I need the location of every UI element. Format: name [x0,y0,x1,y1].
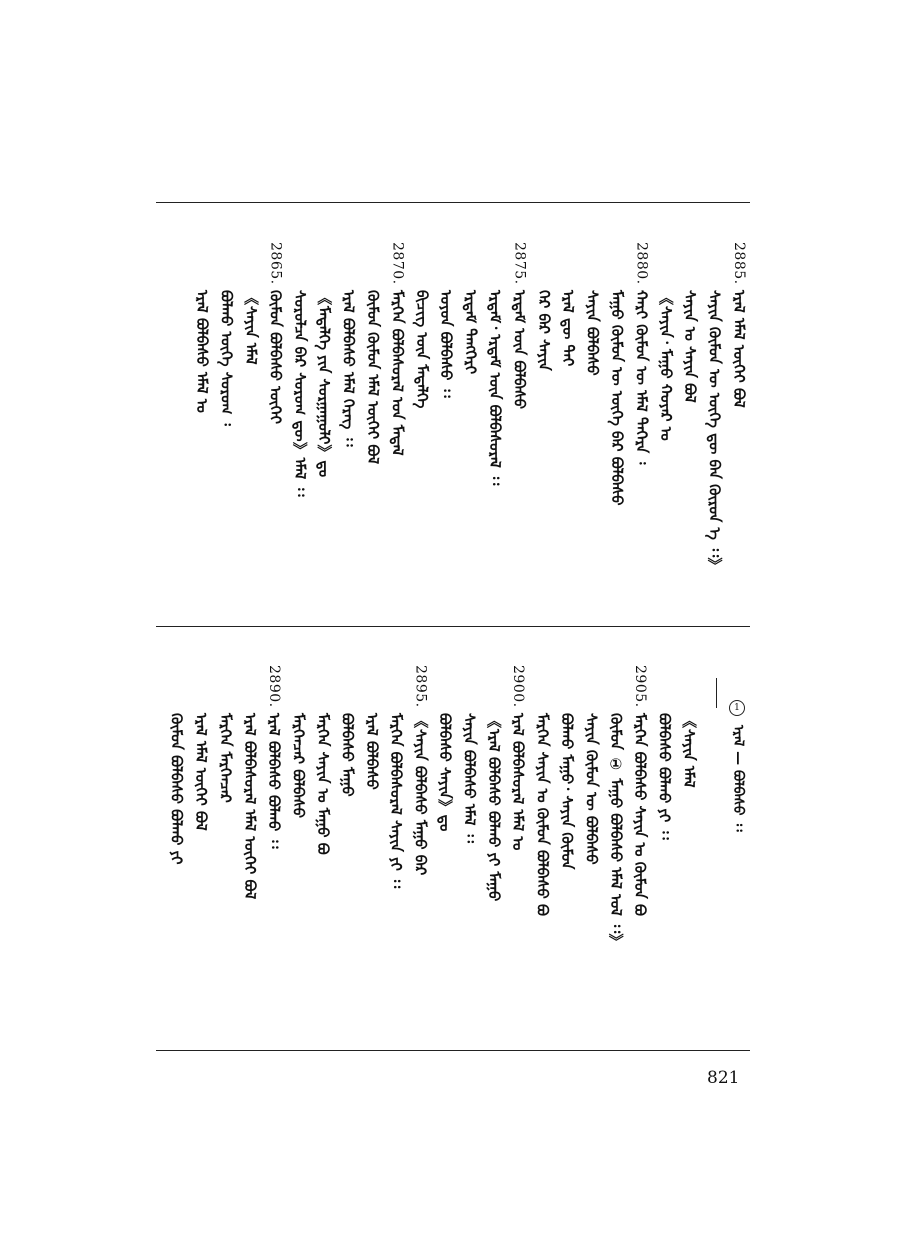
verse-number: 2885. [731,242,747,285]
verse-line [704,242,726,582]
verse-line [240,242,262,582]
verse-text: ᠭᠡᠷ ᠪᠠᠷ ᠰᠠᠶᠢᠨ [534,290,553,371]
verse-text: ᠮᠡᠷᠭᠡᠨ ᠪᠣᠯᠪᠠᠰᠤᠷᠠᠯ ᠰᠠᠶᠢᠨ ᠶᠢ ᠄᠄ [387,713,406,889]
verse-text: ᠡᠷᠳᠡᠮ ᠲᠡᠩᠭᠡᠷᠢ [461,290,480,375]
verse-line [630,242,652,582]
verse-line [288,665,310,1005]
verse-text: ᠰᠤᠷᠤᠯᠴᠠ ᠪᠠᠷ ᠰᠤᠷᠤᠭ ᠳᠦ》ᠡᠮᠡᠯ ᠄᠄ [290,290,309,497]
verse-line [556,665,578,1005]
verse-text: ᠪᠣᠯᠬᠤ ᠦᠭᠡ ᠰᠤᠷᠤᠭ ᠄ [217,290,236,426]
verse-line [606,242,628,582]
verse-line [216,242,238,582]
verse-line [654,665,676,1005]
verse-text: 《ᠮᠡᠳᠡᠯᠭᠡ ᠶᠢᠨ ᠰᠣᠷᠭᠠᠭᠤᠯᠢ》ᠳᠤ [315,290,334,478]
verse-line [190,665,212,1005]
verse-line [263,665,285,1005]
verse-text: ᠮᠠᠭᠤ ᠬᠦᠮᠦᠨ ᠦ ᠦᠭᠡ ᠪᠡᠷ ᠪᠣᠯᠪᠠᠰᠤ [608,290,626,506]
verse-text: 《ᠰᠠᠶᠢᠨ ᠪᠣᠯᠪᠠᠰᠤ ᠮᠠᠭᠤ ᠪᠠᠷ [411,713,430,876]
verse-line [362,242,384,582]
verse-text: 《ᠰᠠᠶᠢᠨ ᠡᠮᠡᠯ [242,290,260,365]
verse-line [214,665,236,1005]
verse-line [728,242,750,582]
verse-text: 《ᠡᠷᠡᠯ ᠪᠣᠯᠪᠠᠰᠤ ᠪᠣᠯᠬᠤ ᠶᠢ ᠮᠠᠭᠤ [484,713,503,902]
verse-text: ᠬᠠᠷᠢ ᠬᠥᠮᠦᠨ ᠦ ᠡᠮᠡᠯ ᠳᠡᠭᠡᠷᠡ ᠄ [632,290,651,465]
middle-rule [156,626,750,627]
verse-line [434,665,456,1005]
verse-line [532,665,554,1005]
verse-text: ᠰᠠᠶᠢᠨ ᠪᠣᠯᠪᠠᠰᠤ [583,290,602,376]
verse-line [678,665,700,1005]
verse-line [289,242,311,582]
verse-line [605,665,627,1005]
verse-line [435,242,457,582]
verse-line [508,242,530,582]
verse-number: 2875. [511,242,528,285]
verse-line [507,665,529,1005]
verse-text: ᠡᠷᠡᠯ ᠪᠣᠯᠪᠠᠰᠤ ᠪᠣᠯᠬᠤ ᠄᠄ [265,713,284,849]
footnote-text: ᠡᠷᠡᠯ — ᠪᠣᠯᠪᠠᠰᠤ ᠄᠄ [730,725,746,832]
verse-text: ᠡᠷᠡᠯ ᠪᠣᠯᠪᠠᠰᠤᠷᠠᠯ ᠡᠮᠡᠯ ᠤ [509,713,528,851]
verse-text: 《ᠰᠠᠶᠢᠨ᠂ ᠮᠠᠭᠤ ᠬᠣᠶᠠᠷ ᠤ [656,290,675,441]
verse-text: ᠪᠣᠯᠪᠠᠰᠤ ᠪᠣᠯᠬᠤ ᠶᠢ ᠄᠄ [655,713,674,840]
verse-text: ᠮᠡᠷᠭᠡᠨ ᠮᠡᠷᠭᠡᠨᠴᠡᠷ [216,713,235,803]
verse-line [557,242,579,582]
verse-text: ᠪᠣᠯᠪᠠᠰᠤ ᠮᠠᠭᠤ [338,713,357,797]
verse-text: ᠮᠡᠷᠭᠡᠨ ᠰᠠᠶᠢᠨ ᠤ ᠮᠠᠭᠤ ᠪᠣ [314,713,332,855]
verse-line [679,242,701,582]
verse-line [338,242,360,582]
verse-text: ᠮᠡᠷᠭᠡᠨ ᠪᠣᠯᠪᠠᠰᠤ ᠰᠠᠶᠢᠨ ᠤ ᠬᠦᠮᠦᠨ ᠪᠣ [631,713,650,916]
verse-text: ᠪᠢᠴᠢᠭ ᠦᠨ ᠮᠡᠳᠡᠯᠭᠡ [412,290,431,409]
verse-number: 2895. [412,665,429,708]
verse-text: 《ᠰᠠᠶᠢᠨ ᠡᠮᠡᠯ [680,713,698,788]
verse-text: ᠬᠥᠮᠦᠨ ᠪᠣᠯᠪᠠᠰᠤ ᠪᠣᠯᠬᠤ ᠶᠢ [167,713,186,865]
verse-line [239,665,261,1005]
verse-text: ᠬᠥᠮᠦᠨ ᠬᠥᠮᠦᠨ ᠡᠮᠡᠯ ᠦᠭᠡᠢ ᠪᠣᠯ [364,290,382,465]
verse-text: ᠮᠡᠷᠭᠡᠨ ᠰᠠᠶᠢᠨ ᠤ ᠬᠦᠮᠦᠨ ᠪᠣᠯᠪᠠᠰᠤ ᠪᠣ [533,713,552,916]
verse-line [483,665,505,1005]
footnote-separator [716,678,717,708]
verse-line [312,665,334,1005]
verse-line [191,242,213,582]
verse-number: 2870. [389,242,406,285]
verse-line [629,665,651,1005]
verse-line [533,242,555,582]
verse-text: ᠡᠷᠡᠯ ᠪᠣᠯᠪᠠᠰᠤ ᠡᠮᠡᠯ ᠬᠡᠷᠡᠭ ᠄᠄ [339,290,358,447]
verse-line [386,242,408,582]
verse-line [460,242,482,582]
verse-text: ᠬᠦᠮᠦᠨ ① ᠮᠠᠭᠤ ᠪᠣᠯᠪᠠᠰᠤ ᠡᠮᠡᠯ ᠤᠯ ᠄᠄》 [606,713,625,950]
verse-text: ᠣᠶᠤᠨ ᠪᠣᠯᠪᠠᠰᠤ ᠄᠄ [437,290,456,398]
verse-text: ᠡᠷᠡᠯ ᠪᠣᠯᠪᠠᠰᠤ [362,713,381,790]
verse-line [361,665,383,1005]
verse-text: ᠡᠷᠡᠯ ᠡᠮᠡᠯ ᠦᠭᠡᠢ ᠪᠣᠯ [730,290,748,408]
verse-text: ᠡᠷᠳᠡᠮ ᠦᠨ ᠪᠣᠯᠪᠠᠰᠤ [510,290,529,410]
verse-text: ᠰᠠᠶᠢᠨ ᠪᠣᠯᠪᠠᠰᠤ ᠡᠮᠡᠯ ᠄᠄ [460,713,479,843]
verse-line [580,665,602,1005]
verse-number: 2900. [510,665,527,708]
verse-line [655,242,677,582]
verse-text: ᠡᠷᠡᠯ ᠪᠣᠯᠪᠠᠰᠤᠷᠠᠯ ᠡᠮᠡᠯ ᠦᠭᠡᠢ ᠪᠣᠯ [240,713,259,900]
verse-text: ᠡᠷᠡᠯ ᠪᠣᠯᠪᠠᠰᠤ ᠡᠮᠡᠯ ᠤ [193,290,212,413]
verse-number: 2905. [632,665,649,708]
verse-text: ᠰᠠᠶᠢᠨ ᠬᠦᠮᠦᠨ ᠦ ᠪᠣᠯᠪᠠᠰᠤ [582,713,601,865]
verse-line [411,242,433,582]
verse-text: ᠡᠷᠳᠡᠮ᠂ ᠡᠷᠳᠡᠮ ᠦᠨ ᠪᠣᠯᠪᠠᠰᠤᠷᠠᠯ ᠄᠄ [486,290,504,486]
verse-line [484,242,506,582]
bottom-rule [156,1050,750,1051]
verse-text: ᠰᠠᠶᠢᠨ ᠬᠦᠮᠦᠨ ᠦ ᠦᠭᠡ ᠳᠦ ᠪᠠᠨ ᠬᠦᠷᠦᠨ ᠡ ᠄᠄》 [705,290,724,574]
verse-text: ᠪᠣᠯᠬᠤ ᠮᠠᠭᠤ᠂ ᠰᠠᠶᠢᠨ ᠬᠥᠮᠦᠨ [558,713,576,870]
top-rule [156,202,750,203]
verse-line [336,665,358,1005]
verse-text: ᠡᠷᠡᠯ ᠡᠮᠡᠯ ᠦᠭᠡᠢ ᠪᠣᠯ [192,713,210,831]
verse-line [313,242,335,582]
verse-line [264,242,286,582]
verse-number: 2865. [267,242,284,285]
verse-text: ᠬᠦᠮᠦᠨ ᠪᠣᠯᠪᠠᠰᠤ ᠦᠭᠡᠢ [266,290,285,425]
verse-line [582,242,604,582]
verse-number: 2880. [633,242,650,285]
verse-text: ᠡᠷᠡᠯ ᠳᠦ ᠲᠡᠢ [559,290,578,367]
verse-text: ᠮᠡᠷᠭᠡᠨᠴᠡᠷ ᠪᠣᠯᠪᠠᠰᠤ [289,713,308,818]
verse-number: 2890. [266,665,283,708]
verse-line [166,665,188,1005]
footnote-marker: 1 [729,700,745,716]
page-number: 821 [707,1068,740,1088]
verse-line [410,665,432,1005]
verse-text: ᠮᠡᠷᠭᠡᠨ ᠪᠣᠯᠪᠠᠰᠤᠷᠠᠯ ᠤᠨ ᠮᠡᠳᠡᠯ [388,290,407,456]
verse-text: ᠪᠣᠯᠪᠠᠰᠤ ᠰᠠᠶᠢᠨ》ᠳᠤ [436,713,454,832]
verse-line [458,665,480,1005]
verse-text: ᠰᠠᠶᠢᠨ ᠤ ᠰᠠᠶᠢᠨ ᠪᠤᠯ [681,290,700,403]
verse-line [385,665,407,1005]
